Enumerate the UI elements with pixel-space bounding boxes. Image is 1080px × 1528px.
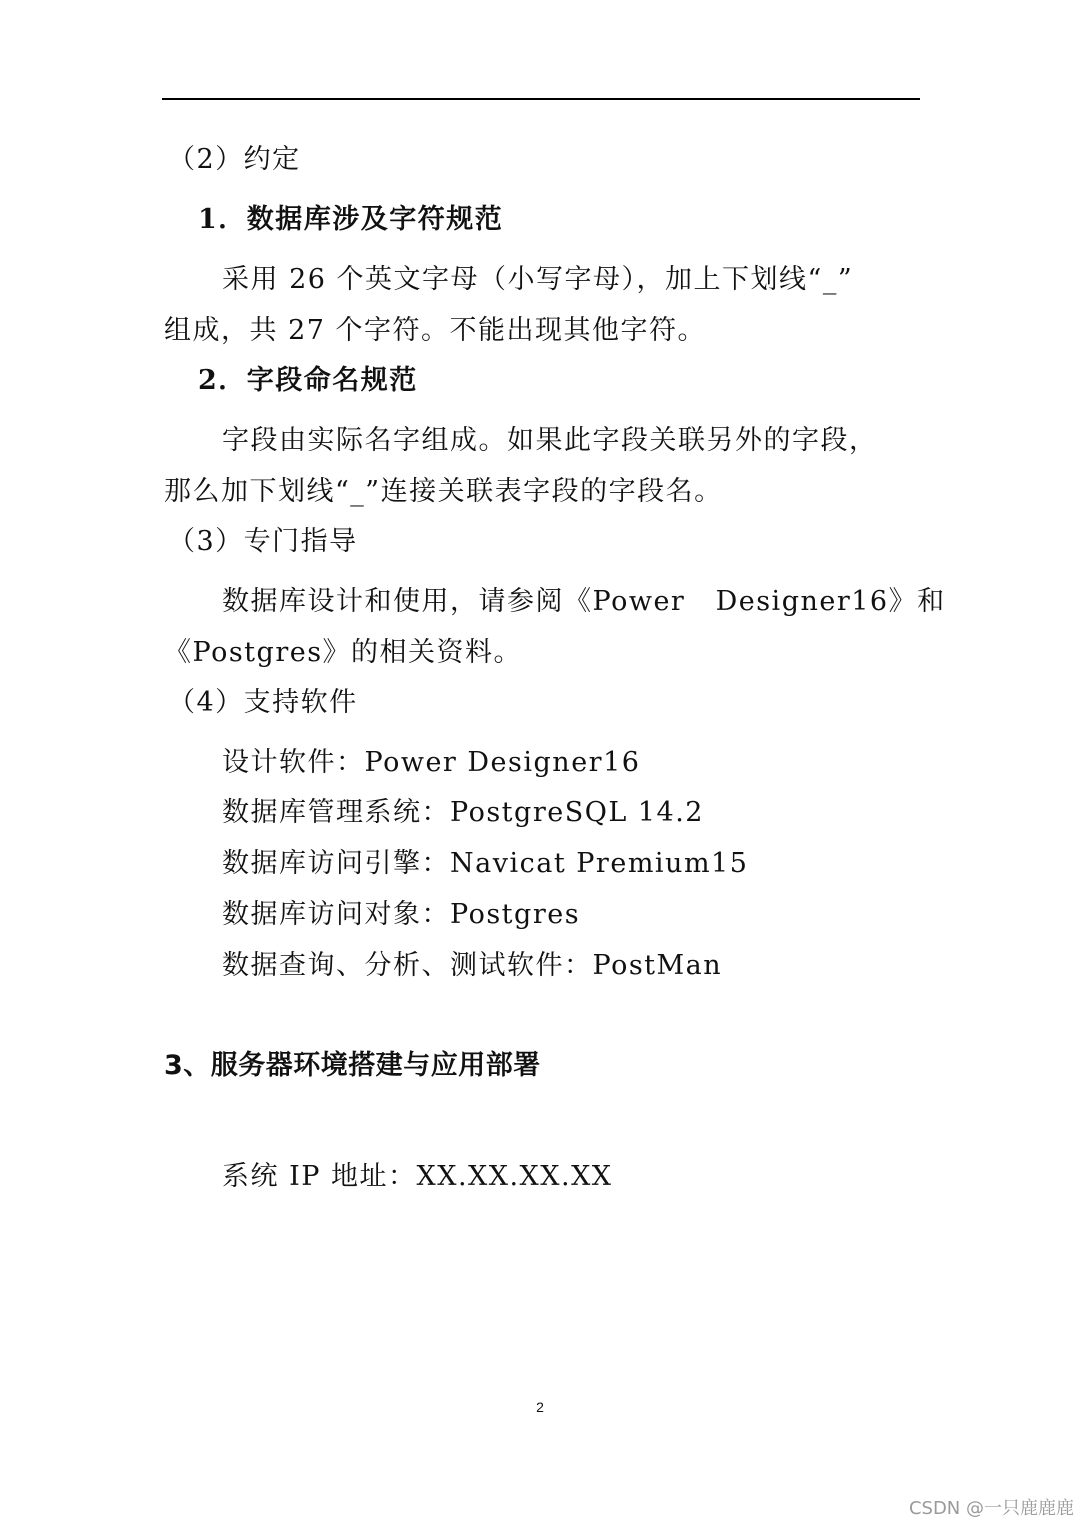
- deployment-heading: 3、服务器环境搭建与应用部署: [164, 1050, 541, 1081]
- header-rule: [162, 98, 920, 100]
- software-item: 数据查询、分析、测试软件：PostMan: [222, 950, 723, 981]
- software-item: 数据库访问引擎：Navicat Premium15: [222, 848, 749, 879]
- software-item: 设计软件：Power Designer16: [222, 747, 641, 778]
- rule1-text-line-2: 组成，共 27 个字符。不能出现其他字符。: [164, 315, 707, 346]
- rule2-text-line-1: 字段由实际名字组成。如果此字段关联另外的字段，: [222, 425, 878, 456]
- ip-address-line: 系统 IP 地址：XX.XX.XX.XX: [222, 1161, 613, 1192]
- rule1-heading: 1．数据库涉及字符规范: [198, 204, 504, 235]
- guidance-heading: （3）专门指导: [168, 526, 358, 557]
- rule2-heading: 2．字段命名规范: [198, 365, 418, 396]
- software-item: 数据库管理系统：PostgreSQL 14.2: [222, 797, 704, 828]
- rule2-text-line-2: 那么加下划线“_”连接关联表字段的字段名。: [164, 476, 723, 507]
- rule1-text-line-1: 采用 26 个英文字母（小写字母），加上下划线“_”: [222, 264, 854, 295]
- csdn-watermark: CSDN @一只鹿鹿鹿: [908, 1498, 1074, 1519]
- page-number: 2: [536, 1399, 544, 1415]
- software-heading: （4）支持软件: [168, 687, 358, 718]
- conventions-heading: （2）约定: [168, 144, 301, 175]
- guidance-text-line-1: 数据库设计和使用，请参阅《Power Designer16》和: [222, 586, 946, 617]
- guidance-text-line-2: 《Postgres》的相关资料。: [164, 637, 523, 668]
- software-item: 数据库访问对象：Postgres: [222, 899, 581, 930]
